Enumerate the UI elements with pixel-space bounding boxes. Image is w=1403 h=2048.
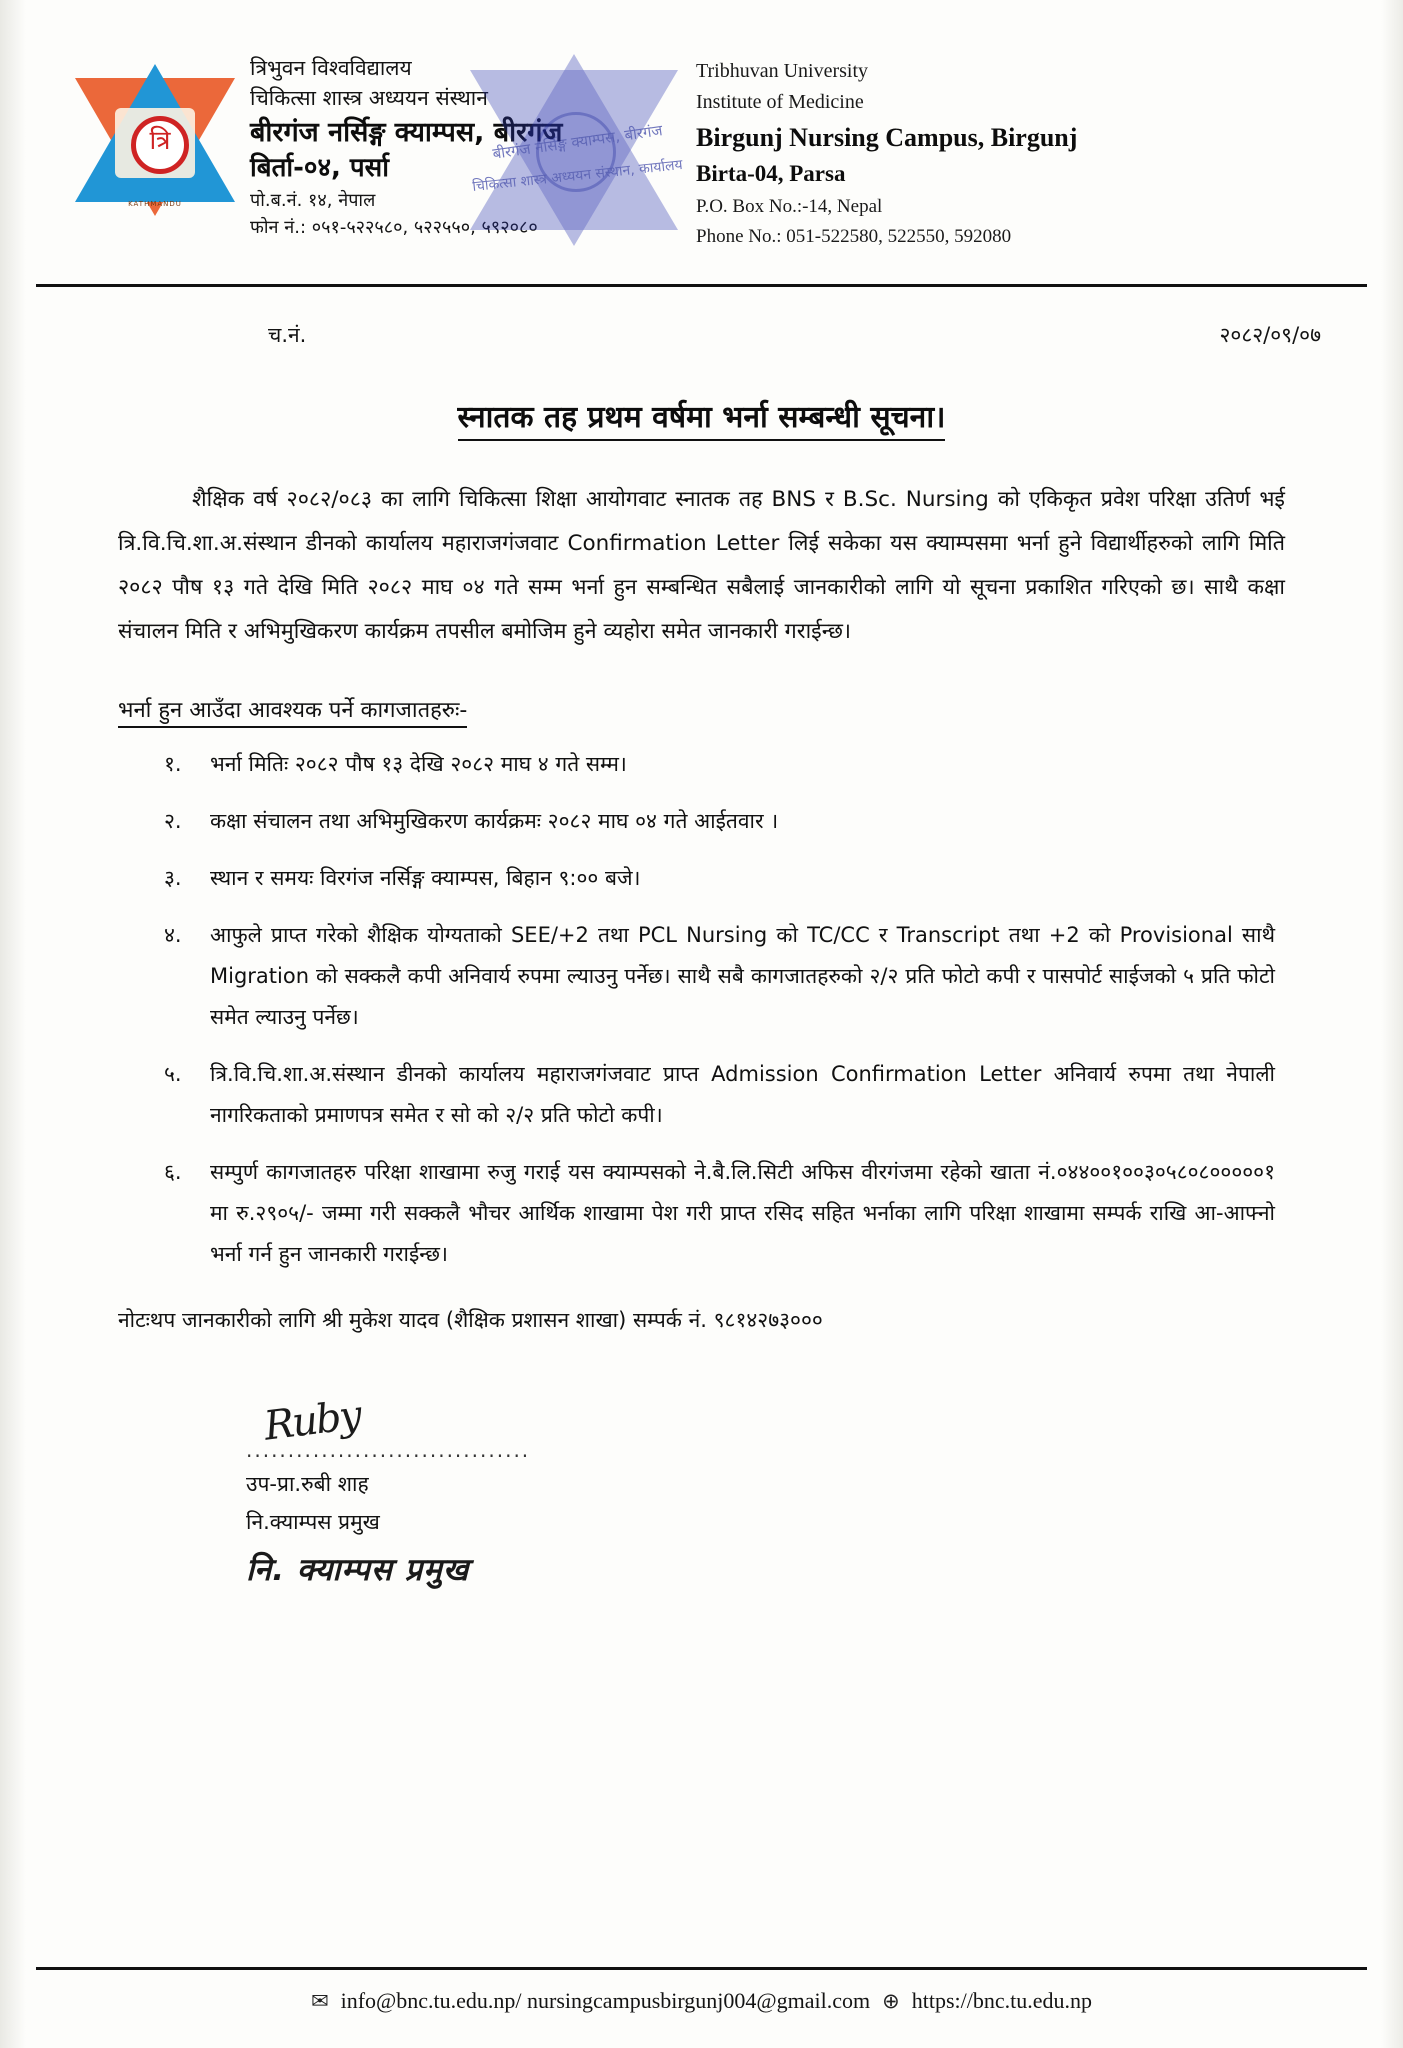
tribhuvan-university-logo-icon xyxy=(75,60,235,220)
stamp-text-bottom: चिकित्सा शास्त्र अध्ययन संस्थान, कार्यालय xyxy=(471,157,684,195)
list-item-text: भर्ना मितिः २०८२ पौष १३ देखि २०८२ माघ ४ गते सम्म। xyxy=(210,752,627,777)
requirements-heading-text: भर्ना हुन आउँदा आवश्यक पर्ने कागजातहरुः- xyxy=(118,698,467,728)
contact-note: नोटःथप जानकारीको लागि श्री मुकेश यादव (शैक्षिक प्रशासन शाखा) सम्पर्क नं. ९८१४२७३००० xyxy=(118,1307,823,1332)
nepali-address: बिर्ता-०४, पर्सा xyxy=(250,152,389,183)
english-po-box: P.O. Box No.:-14, Nepal xyxy=(696,195,883,217)
handwritten-signature: Ruby xyxy=(261,1392,363,1451)
stamp-text-top: बीरगंज नर्सिङ्ग क्याम्पस, बीरगंज xyxy=(491,121,664,163)
letterhead xyxy=(0,0,1403,278)
list-item-text: त्रि.वि.चि.शा.अ.संस्थान डीनको कार्यालय महाराजगंजवाट प्राप्त Admission Confirmation Letter अनिवार्य रुपमा तथा नेपाली नागरिकताको प्रमाणपत्र समेत र सो को २/२ प्रति फोटो कपी। xyxy=(210,1061,1275,1127)
document-date: २०८२/०९/०७ xyxy=(1219,323,1321,347)
page-title-text: स्नातक तह प्रथम वर्षमा भर्ना सम्बन्धी सूचना। xyxy=(458,400,946,441)
english-address: Birta-04, Parsa xyxy=(696,161,846,186)
nepali-institute-name: चिकित्सा शास्त्र अध्ययन संस्थान xyxy=(250,85,488,110)
list-item-text: स्थान र समयः विरगंज नर्सिङ्ग क्याम्पस, बिहान ९:०० बजे। xyxy=(210,866,641,891)
nepali-campus-name: बीरगंज नर्सिङ्ग क्याम्पस, बीरगंज xyxy=(250,116,563,148)
globe-icon: ⊕ xyxy=(882,1989,900,2013)
requirements-heading xyxy=(118,694,1285,724)
reference-number-label: च.नं. xyxy=(268,323,307,347)
letterhead-nepali-block xyxy=(250,48,650,241)
reference-line xyxy=(0,287,1403,349)
list-item xyxy=(164,915,1275,1038)
list-item-text: कक्षा संचालन तथा अभिमुखिकरण कार्यक्रमः २०८२ माघ ०४ गते आईतवार । xyxy=(210,809,779,834)
page-right-edge-shadow xyxy=(1381,0,1403,2048)
list-item-number: ३. xyxy=(164,866,182,891)
english-campus-name: Birgunj Nursing Campus, Birgunj xyxy=(696,123,1078,152)
nepali-university-name: त्रिभुवन विश्वविद्यालय xyxy=(250,56,412,80)
list-item-number: १. xyxy=(164,752,182,777)
page-left-edge-shadow xyxy=(0,0,26,2048)
list-item-text: आफुले प्राप्त गरेको शैक्षिक योग्यताको SEE/+2 तथा PCL Nursing को TC/CC र Transcript तथा +2 को Provisional साथै Migration को सक्कलै कपी अनिवार्य रुपमा ल्याउनु पर्नेछ। साथै सबै कागजातहरुको २/२ प्रति फोटो कपी र पासपोर्ट साईजको ५ प्रति फोटो समेत ल्याउनु पर्नेछ। xyxy=(210,923,1275,1029)
nepali-phone: फोन नं.: ०५१-५२२५८०, ५२२५५०, ५९२०८० xyxy=(250,216,538,238)
list-item xyxy=(164,1152,1275,1275)
list-item xyxy=(164,744,1275,785)
logo-caption: KATHMANDU xyxy=(128,200,182,208)
list-item-number: २. xyxy=(164,809,182,834)
letterhead-english-block xyxy=(650,48,1343,252)
list-item xyxy=(164,801,1275,842)
logo-center-glyph: त्रि xyxy=(131,116,189,174)
requirements-list xyxy=(118,744,1285,1274)
envelope-icon: ✉ xyxy=(310,1989,329,2013)
nepali-po-box: पो.ब.नं. १४, नेपाल xyxy=(250,189,376,211)
list-item-number: ६. xyxy=(164,1159,182,1184)
footer-website[interactable]: https://bnc.tu.edu.np xyxy=(911,1988,1093,2013)
english-phone: Phone No.: 051-522580, 522550, 592080 xyxy=(696,225,1012,247)
campus-chief-stamp: नि. क्याम्पस प्रमुख xyxy=(246,1552,470,1589)
document-footer xyxy=(0,1967,1403,2048)
signatory-name: उप-प्रा.रुबी शाह xyxy=(246,1472,369,1497)
page-title xyxy=(0,395,1403,436)
signatory-designation: नि.क्याम्पस प्रमुख xyxy=(246,1510,380,1535)
signature-block xyxy=(118,1392,1285,1590)
intro-paragraph: शैक्षिक वर्ष २०८२/०८३ का लागि चिकित्सा शिक्षा आयोगवाट स्नातक तह BNS र B.Sc. Nursing को एकिकृत प्रवेश परिक्षा उतिर्ण भई त्रि.वि.चि.शा.अ.संस्थान डीनको कार्यालय महाराजगंजवाट Confirmation Letter लिई सकेका यस क्याम्पसमा भर्ना हुने विद्यार्थीहरुको लागि मिति २०८२ पौष १३ गते देखि मिति २०८२ माघ ०४ गते सम्म भर्ना हुन सम्बन्धित सबैलाई जानकारीको लागि यो सूचना प्रकाशित गरिएको छ। साथै कक्षा संचालन मिति र अभिमुखिकरण कार्यक्रम तपसील बमोजिम हुने व्यहोरा समेत जानकारी गराईन्छ। xyxy=(118,487,1285,645)
list-item xyxy=(164,858,1275,899)
english-university-name: Tribhuvan University xyxy=(696,60,869,82)
signature-dotted-line: .................................. xyxy=(246,1438,531,1463)
document-body xyxy=(0,478,1403,1590)
list-item-number: ५. xyxy=(164,1061,182,1086)
footer-contact-line xyxy=(0,1970,1403,2048)
list-item xyxy=(164,1054,1275,1136)
footer-email[interactable]: info@bnc.tu.edu.np/ nursingcampusbirgunj004@gmail.com xyxy=(340,1988,871,2013)
list-item-number: ४. xyxy=(164,923,182,948)
english-institute-name: Institute of Medicine xyxy=(696,91,864,113)
logo-container xyxy=(60,48,250,220)
list-item-text: सम्पुर्ण कागजातहरु परिक्षा शाखामा रुजु गराई यस क्याम्पसको ने.बै.लि.सिटी अफिस वीरगंजमा रहेको खाता नं.०४४००१००३०५८०८०००००१ मा रु.२९०५/- जम्मा गरी सक्कलै भौचर आर्थिक शाखामा पेश गरी प्राप्त रसिद सहित भर्नाका लागि परिक्षा शाखामा सम्पर्क राखि आ-आफ्नो भर्ना गर्न हुन जानकारी गराईन्छ। xyxy=(210,1159,1275,1266)
